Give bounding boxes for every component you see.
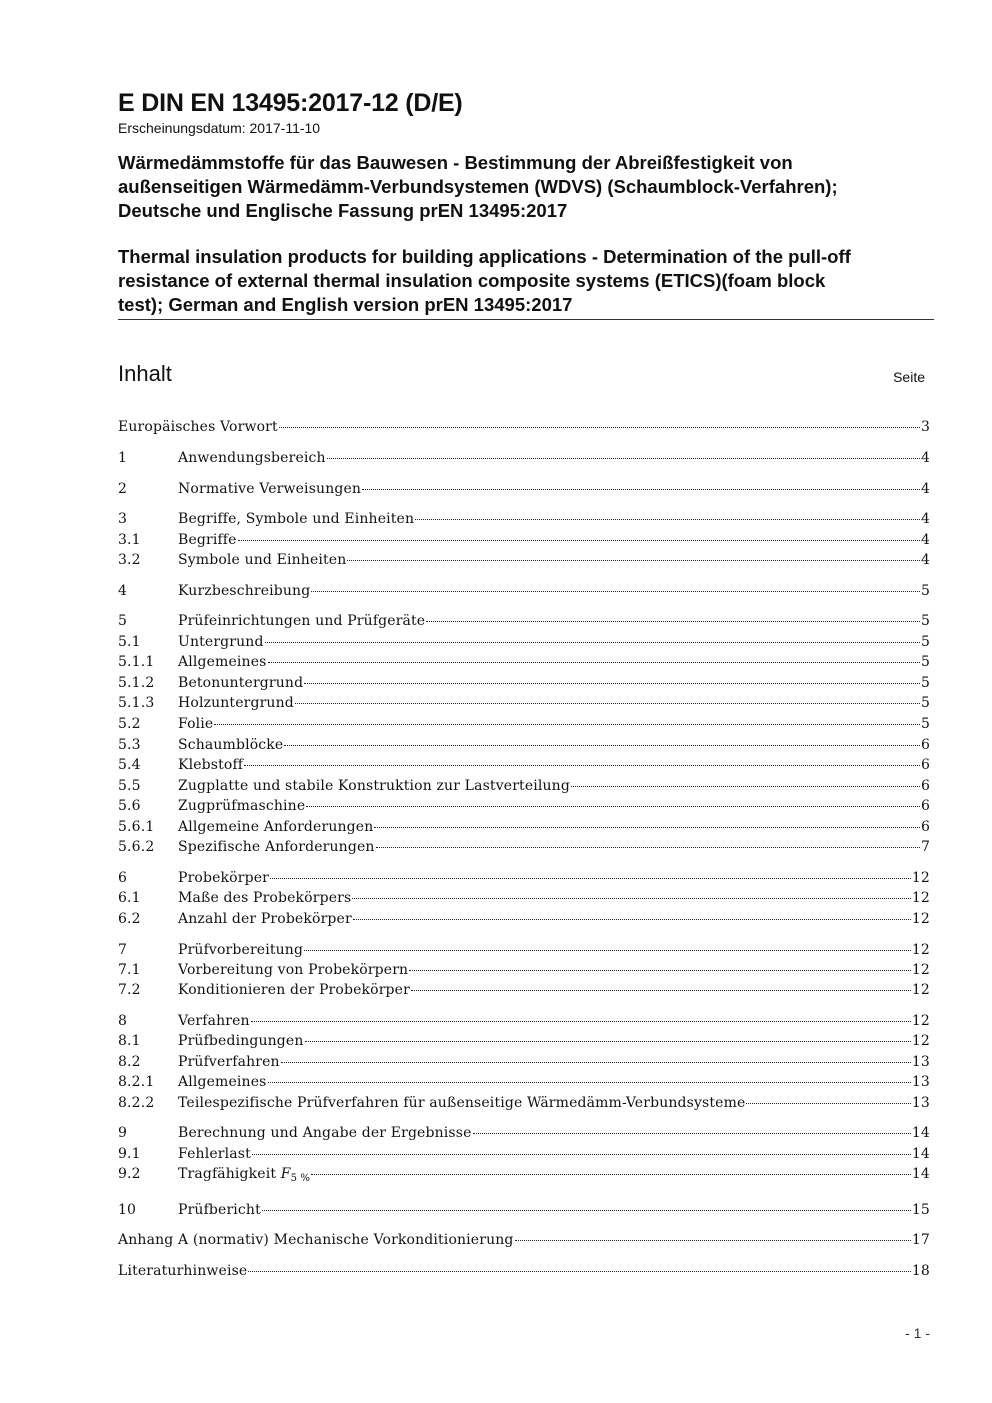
toc-entry-page: 4 xyxy=(920,552,930,568)
toc-entry-title xyxy=(178,448,326,468)
toc-entry-page: 5 xyxy=(920,716,930,732)
toc-entry-title-text: Betonuntergrund xyxy=(178,675,304,691)
toc-entry-title xyxy=(178,673,303,693)
toc-entry-title-text: Prüfbericht xyxy=(178,1202,261,1218)
toc-entry-title-text: Literaturhinweise xyxy=(118,1263,248,1279)
toc-entry[interactable] xyxy=(118,796,930,816)
toc-entry-page: 6 xyxy=(920,737,930,753)
toc-entry[interactable] xyxy=(118,611,930,631)
toc-entry-number: 5.1.2 xyxy=(118,675,155,691)
toc-entry-number: 6.2 xyxy=(118,911,141,927)
toc-entry-number: 3.1 xyxy=(118,532,141,548)
toc-entry-number: 8.2.2 xyxy=(118,1095,155,1111)
toc-entry-title-text: Allgemeine Anforderungen xyxy=(178,819,374,835)
toc-entry-page: 4 xyxy=(920,450,930,466)
toc-dot-leader xyxy=(347,560,920,561)
toc-entry[interactable] xyxy=(118,1230,930,1250)
toc-entry-page: 12 xyxy=(911,1013,930,1029)
toc-entry-number: 5.2 xyxy=(118,716,141,732)
toc-entry-title xyxy=(178,1200,261,1220)
toc-entry-title xyxy=(178,652,267,672)
toc-dot-leader xyxy=(238,540,920,541)
toc-entry-number: 8.2.1 xyxy=(118,1074,155,1090)
toc-entry-page: 12 xyxy=(911,870,930,886)
toc-entry-number: 5.1.3 xyxy=(118,695,155,711)
toc-dot-leader xyxy=(304,950,911,951)
toc-entry-title-text: Berechnung und Angabe der Ergebnisse xyxy=(178,1125,472,1141)
toc-entry[interactable] xyxy=(118,1011,930,1031)
toc-entry-page: 14 xyxy=(911,1146,930,1162)
toc-entry-page: 12 xyxy=(911,982,930,998)
toc-entry[interactable] xyxy=(118,940,930,960)
toc-entry-title xyxy=(178,776,570,796)
toc-entry[interactable] xyxy=(118,817,930,837)
toc-entry-title-text: Begriffe xyxy=(178,532,237,548)
toc-dot-leader xyxy=(251,1021,911,1022)
toc-entry-title xyxy=(178,888,351,908)
toc-entry-number: 5 xyxy=(118,613,128,629)
toc-entry-title xyxy=(178,714,213,734)
toc-entry-page: 13 xyxy=(911,1095,930,1111)
toc-entry-number: 9 xyxy=(118,1125,128,1141)
toc-entry-title xyxy=(178,509,414,529)
toc-entry[interactable] xyxy=(118,581,930,601)
toc-dot-leader xyxy=(426,621,920,622)
toc-entry-number: 8 xyxy=(118,1013,128,1029)
toc-entry-title-text: Probekörper xyxy=(178,870,269,886)
toc-entry[interactable] xyxy=(118,909,930,929)
toc-entry[interactable] xyxy=(118,1031,930,1051)
toc-entry-number: 5.4 xyxy=(118,757,141,773)
toc-entry[interactable] xyxy=(118,550,930,570)
toc-entry-page: 12 xyxy=(911,911,930,927)
toc-dot-leader xyxy=(376,847,920,848)
toc-entry[interactable] xyxy=(118,1052,930,1072)
toc-entry-page: 12 xyxy=(911,890,930,906)
toc-entry-title-text: Kurzbeschreibung xyxy=(178,583,311,599)
toc-entry-title-text: Klebstoff xyxy=(178,757,244,773)
toc-entry[interactable] xyxy=(118,980,930,1000)
toc-entry-page: 14 xyxy=(911,1125,930,1141)
toc-entry-title xyxy=(178,980,410,1000)
toc-entry-page: 4 xyxy=(920,511,930,527)
toc-entry-title-text: Spezifische Anforderungen xyxy=(178,839,375,855)
document-header xyxy=(118,88,934,320)
toc-entry-title-text: Tragfähigkeit xyxy=(178,1166,277,1182)
toc-entry[interactable] xyxy=(118,837,930,857)
toc-entry[interactable] xyxy=(118,530,930,550)
toc-entry-number: 5.5 xyxy=(118,778,141,794)
toc-entry-title-text: Anhang A (normativ) Mechanische Vorkonditionierung xyxy=(118,1232,514,1248)
toc-entry-title xyxy=(118,417,278,437)
toc-entry-page: 12 xyxy=(911,962,930,978)
page-number: - 1 - xyxy=(905,1325,930,1341)
toc-dot-leader xyxy=(248,1271,911,1272)
toc-entry[interactable] xyxy=(118,652,930,672)
toc-entry-title xyxy=(178,868,269,888)
toc-entry-title xyxy=(178,940,303,960)
toc-entry-page: 13 xyxy=(911,1074,930,1090)
title-english-line: test); German and English version prEN 13495:2017 xyxy=(118,294,573,315)
toc-entry-title-text: Zugplatte und stabile Konstruktion zur Lastverteilung xyxy=(178,778,570,794)
toc-entry-title-text: Holzuntergrund xyxy=(178,695,294,711)
toc-entry-page: 5 xyxy=(920,654,930,670)
toc-entry-page: 5 xyxy=(920,695,930,711)
toc-entry-title xyxy=(178,1144,251,1164)
toc-entry-number: 9.2 xyxy=(118,1166,141,1182)
title-german-line: Deutsche und Englische Fassung prEN 13495:2017 xyxy=(118,200,568,221)
toc-entry[interactable] xyxy=(118,1200,930,1220)
toc-entry-title-text: Prüfeinrichtungen und Prüfgeräte xyxy=(178,613,426,629)
toc-entry-number: 5.1 xyxy=(118,634,141,650)
toc-entry-title-text: Zugprüfmaschine xyxy=(178,798,306,814)
toc-entry-title-text: Normative Verweisungen xyxy=(178,481,362,497)
document-id: E DIN EN 13495:2017-12 (D/E) xyxy=(118,89,463,117)
title-english xyxy=(118,245,934,320)
toc-entry-number: 7.1 xyxy=(118,962,141,978)
toc-entry-title xyxy=(178,909,352,929)
toc-entry-page: 3 xyxy=(920,419,930,435)
toc-dot-leader xyxy=(268,662,920,663)
toc-entry-title-text: Symbole und Einheiten xyxy=(178,552,347,568)
toc-dot-leader xyxy=(279,427,920,428)
toc-entry-page: 18 xyxy=(911,1263,930,1279)
toc-entry-title-text: Prüfverfahren xyxy=(178,1054,280,1070)
toc-dot-leader xyxy=(374,827,920,828)
toc-entry-number: 3.2 xyxy=(118,552,141,568)
toc-entry-number: 5.6.1 xyxy=(118,819,155,835)
toc-entry-title xyxy=(178,611,425,631)
toc-dot-leader xyxy=(295,703,920,704)
title-german-line: Wärmedämmstoffe für das Bauwesen - Bestimmung der Abreißfestigkeit von xyxy=(118,152,793,173)
toc-entry-title-text: Konditionieren der Probekörper xyxy=(178,982,410,998)
toc-entry-number: 9.1 xyxy=(118,1146,141,1162)
toc-dot-leader xyxy=(262,1210,911,1211)
toc-entry-title xyxy=(178,837,375,857)
toc-entry[interactable] xyxy=(118,735,930,755)
toc-entry-number: 8.1 xyxy=(118,1033,141,1049)
toc-entry-title-text: Schaumblöcke xyxy=(178,737,284,753)
toc-dot-leader xyxy=(352,898,911,899)
toc-entry[interactable] xyxy=(118,509,930,529)
toc-entry-page: 14 xyxy=(911,1166,930,1182)
toc-entry-number: 10 xyxy=(118,1202,137,1218)
toc-entry-title xyxy=(178,796,305,816)
toc-dot-leader xyxy=(265,642,920,643)
toc-entry[interactable] xyxy=(118,868,930,888)
toc-entry-number: 5.3 xyxy=(118,737,141,753)
toc-entry-number: 7 xyxy=(118,942,128,958)
toc-entry[interactable] xyxy=(118,1072,930,1092)
toc-entry-page: 12 xyxy=(911,942,930,958)
toc-dot-leader xyxy=(304,683,920,684)
toc-entry[interactable] xyxy=(118,417,930,437)
toc-dot-leader xyxy=(473,1133,911,1134)
toc-dot-leader xyxy=(746,1103,910,1104)
toc-entry-number: 4 xyxy=(118,583,128,599)
publication-date: Erscheinungsdatum: 2017-11-10 xyxy=(118,120,321,136)
toc-entry-title-text: Prüfvorbereitung xyxy=(178,942,304,958)
toc-entry-title-text: Allgemeines xyxy=(178,654,267,670)
toc-entry[interactable] xyxy=(118,673,930,693)
toc-entry-title-text: Begriffe, Symbole und Einheiten xyxy=(178,511,415,527)
toc-entry-page: 4 xyxy=(920,481,930,497)
title-english-line: Thermal insulation products for building applications - Determination of the pull-off xyxy=(118,246,851,267)
toc-entry-number: 6.1 xyxy=(118,890,141,906)
toc-entry-number: 6 xyxy=(118,870,128,886)
toc-dot-leader xyxy=(362,489,920,490)
toc-dot-leader xyxy=(284,745,920,746)
toc-entry-title xyxy=(178,1011,250,1031)
title-english-line: resistance of external thermal insulation composite systems (ETICS)(foam block xyxy=(118,270,826,291)
toc-entry-title-text: Folie xyxy=(178,716,214,732)
toc-entry-title xyxy=(178,817,373,837)
toc-entry-title xyxy=(178,755,243,775)
toc-entry-page: 6 xyxy=(920,798,930,814)
toc-dot-leader xyxy=(311,591,920,592)
toc-dot-leader xyxy=(571,786,920,787)
toc-entry-title-text: Maße des Probekörpers xyxy=(178,890,352,906)
toc-entry-title xyxy=(178,960,408,980)
toc-dot-leader xyxy=(327,458,920,459)
toc-entry-page: 5 xyxy=(920,675,930,691)
toc-entry-page: 5 xyxy=(920,583,930,599)
title-german-line: außenseitigen Wärmedämm-Verbundsystemen (WDVS) (Schaumblock-Verfahren); xyxy=(118,176,838,197)
toc-entry-title-text: Europäisches Vorwort xyxy=(118,419,278,435)
toc-entry-page: 5 xyxy=(920,634,930,650)
title-german xyxy=(118,151,934,223)
toc-entry-title xyxy=(178,1123,472,1143)
toc-entry-page: 6 xyxy=(920,819,930,835)
toc-dot-leader xyxy=(281,1062,911,1063)
toc-entry-number: 8.2 xyxy=(118,1054,141,1070)
toc-dot-leader xyxy=(268,1082,911,1083)
toc-dot-leader xyxy=(415,519,920,520)
toc-dot-leader xyxy=(244,765,920,766)
toc-entry-title xyxy=(118,1261,247,1281)
toc-entry-title xyxy=(118,1230,514,1250)
toc-entry[interactable] xyxy=(118,776,930,796)
toc-entry-page: 12 xyxy=(911,1033,930,1049)
toc-entry-page: 15 xyxy=(911,1202,930,1218)
toc-dot-leader xyxy=(353,919,911,920)
toc-entry-page: 4 xyxy=(920,532,930,548)
toc-entry-page: 17 xyxy=(911,1232,930,1248)
toc-entry-number: 3 xyxy=(118,511,128,527)
toc-dot-leader xyxy=(515,1240,911,1241)
toc-entry-number: 2 xyxy=(118,481,128,497)
toc-entry-title xyxy=(178,693,294,713)
toc-entry[interactable] xyxy=(118,714,930,734)
toc-entry-title-text: Verfahren xyxy=(178,1013,250,1029)
toc-entry-page: 6 xyxy=(920,757,930,773)
toc-entry-title xyxy=(178,735,283,755)
toc-entry[interactable] xyxy=(118,1123,930,1143)
toc-entry-title-text: Fehlerlast xyxy=(178,1146,251,1162)
toc-entry-title-text: Prüfbedingungen xyxy=(178,1033,304,1049)
toc-entry[interactable] xyxy=(118,632,930,652)
toc-dot-leader xyxy=(305,1041,911,1042)
toc-entry-number: 5.1.1 xyxy=(118,654,155,670)
toc-entry[interactable] xyxy=(118,1093,930,1113)
toc-entry[interactable] xyxy=(118,693,930,713)
toc-heading: Inhalt xyxy=(118,361,172,386)
toc-entry-number: 7.2 xyxy=(118,982,141,998)
toc-entry[interactable] xyxy=(118,1144,930,1164)
toc-dot-leader xyxy=(311,1174,911,1175)
toc-entry[interactable] xyxy=(118,448,930,468)
toc-entry-number: 5.6.2 xyxy=(118,839,155,855)
toc-entry-title xyxy=(178,1031,304,1051)
toc-dot-leader xyxy=(411,990,911,991)
toc-entry-title xyxy=(178,530,237,550)
toc-entry[interactable] xyxy=(118,888,930,908)
toc-entry-title xyxy=(178,1052,280,1072)
toc-entry-page: 6 xyxy=(920,778,930,794)
toc-entry[interactable] xyxy=(118,1261,930,1281)
toc-entry-title xyxy=(178,1072,267,1092)
toc-dot-leader xyxy=(409,970,911,971)
toc-entry-number: 5.6 xyxy=(118,798,141,814)
toc-entry-symbol: F xyxy=(280,1166,291,1182)
toc-entry-title-text: Anwendungsbereich xyxy=(178,450,326,466)
toc-entry-title xyxy=(178,632,264,652)
toc-entry-title-text: Teilespezifische Prüfverfahren für außenseitige Wärmedämm-Verbundsysteme xyxy=(178,1095,746,1111)
toc-page-column-label: Seite xyxy=(893,369,925,385)
toc-entry-title xyxy=(178,550,346,570)
toc-entry[interactable] xyxy=(118,960,930,980)
toc-entry-title-text: Allgemeines xyxy=(178,1074,267,1090)
toc-entry-title xyxy=(178,1164,310,1189)
toc-entry[interactable] xyxy=(118,1164,930,1184)
toc-entry[interactable] xyxy=(118,755,930,775)
toc-entry-title xyxy=(178,1093,745,1113)
toc-entry-title-text: Untergrund xyxy=(178,634,264,650)
toc-entry-title-text: Anzahl der Probekörper xyxy=(178,911,352,927)
toc-entry-page: 5 xyxy=(920,613,930,629)
toc-entry-number: 1 xyxy=(118,450,128,466)
toc-entry-title xyxy=(178,581,310,601)
toc-entry-title xyxy=(178,479,361,499)
toc-entry-page: 7 xyxy=(920,839,930,855)
toc-dot-leader xyxy=(270,878,911,879)
toc-dot-leader xyxy=(214,724,920,725)
toc-entry[interactable] xyxy=(118,479,930,499)
toc-entry-page: 13 xyxy=(911,1054,930,1070)
toc-entry-symbol-subscript: 5 % xyxy=(290,1173,311,1184)
toc-dot-leader xyxy=(252,1154,911,1155)
toc-dot-leader xyxy=(306,806,920,807)
toc-entry-title-text: Vorbereitung von Probekörpern xyxy=(178,962,409,978)
